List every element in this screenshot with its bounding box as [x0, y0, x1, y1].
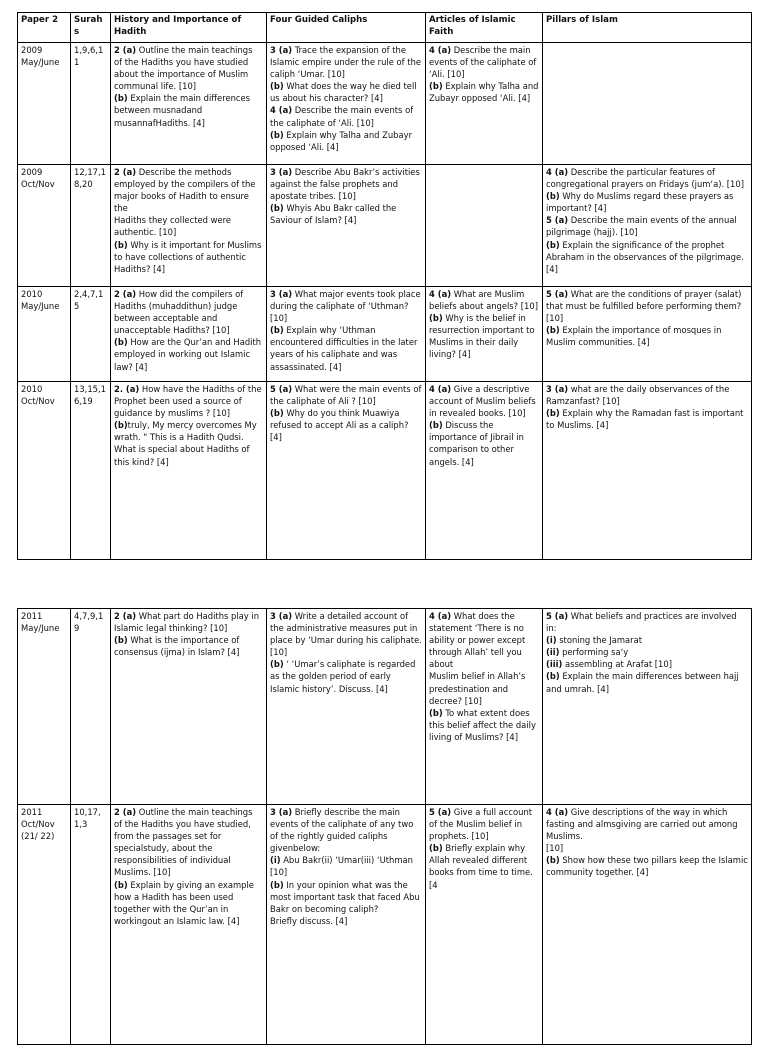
cell-hadith	[111, 43, 267, 165]
cell-faith	[426, 165, 543, 287]
paper-session-label: Oct/Nov	[21, 179, 55, 190]
question-text: 3 (a) Briefly describe the main events of the caliphate of any two of the rightly guided caliphs givenbelow:	[270, 807, 414, 854]
cell-hadith	[111, 609, 267, 805]
question-text: (b) ‘ ‘Umar’s caliphate is regarded as the golden period of early Islamic history’. Discuss. [4]	[270, 659, 416, 694]
cell-faith	[426, 287, 543, 382]
cell-pillars	[543, 287, 752, 382]
question-text: (b) Explain the importance of mosques in Muslim communities. [4]	[546, 325, 722, 348]
paper-session-label: 2010	[21, 384, 43, 394]
question-text: (b) Explain the significance of the prophet Abraham in the observances of the pilgrimage. [4]	[546, 239, 744, 274]
question-text: [10]	[546, 843, 564, 854]
cell-pillars	[543, 609, 752, 805]
question-text: 2 (a) What part do Hadiths play in Islamic legal thinking? [10]	[114, 611, 260, 634]
paper-session-label: (21/ 22)	[21, 831, 55, 842]
question-text: (b) Explain why Talha and Zubayr opposed ‘Ali. [4]	[270, 129, 413, 152]
question-text: (iii) assembling at Arafat [10]	[546, 659, 672, 670]
question-text: 2 (a) Outline the main teachings of the Hadiths you have studied about the importance of Muslim communal life. [10]	[114, 45, 253, 92]
exam-questions-table-1	[17, 12, 752, 560]
cell-caliphs	[267, 805, 426, 1045]
cell-faith	[426, 609, 543, 805]
question-text: (b) In your opinion what was the most important task that faced Abu Bakr on becoming caliph?	[270, 879, 420, 914]
cell-paper	[18, 382, 71, 560]
cell-hadith	[111, 287, 267, 382]
cell-surahs	[71, 287, 111, 382]
question-text: 4 (a) Give descriptions of the way in which fasting and almsgiving are carried out among Muslims.	[546, 807, 738, 842]
question-text: (b) Explain by giving an example how a Hadith has been used together with the Qur’an in workingout an Islamic law. [4]	[114, 879, 254, 926]
question-text: (b) Explain why the Ramadan fast is important to Muslims. [4]	[546, 408, 744, 431]
question-text: (b) What does the way he died tell us about his character? [4]	[270, 81, 417, 104]
paper-session-label: 2011	[21, 611, 43, 621]
cell-hadith	[111, 165, 267, 287]
question-text: (b) Whyis Abu Bakr called the Saviour of Islam? [4]	[270, 203, 397, 226]
paper-session-label: Oct/Nov	[21, 819, 55, 830]
paper-session-label: May/June	[21, 623, 60, 634]
page-gap	[0, 560, 768, 594]
surah-list: 2,4,7,15	[74, 289, 104, 312]
question-text: (b) Show how these two pillars keep the Islamic community together. [4]	[546, 855, 748, 878]
header-faith: Articles of Islamic Faith	[426, 13, 543, 43]
question-text: 2 (a) Describe the methods employed by the compilers of the major books of Hadith to ensure the	[114, 167, 256, 214]
cell-surahs	[71, 805, 111, 1045]
table-row	[18, 609, 752, 805]
question-text: (b) Explain why Talha and Zubayr opposed ‘Ali. [4]	[429, 81, 539, 104]
cell-surahs	[71, 382, 111, 560]
table-row	[18, 382, 752, 560]
header-caliphs: Four Guided Caliphs	[267, 13, 426, 43]
table-row	[18, 287, 752, 382]
cell-surahs	[71, 609, 111, 805]
cell-caliphs	[267, 165, 426, 287]
cell-pillars	[543, 805, 752, 1045]
surah-list: 1,9,6,11	[74, 45, 104, 68]
paper-session-label: 2009	[21, 45, 43, 55]
cell-faith	[426, 382, 543, 560]
cell-paper	[18, 805, 71, 1045]
question-text: 2 (a) How did the compilers of Hadiths (muhaddithun) judge between acceptable and unacceptable Hadiths? [10]	[114, 289, 244, 336]
cell-hadith	[111, 805, 267, 1045]
question-text: (b) To what extent does this belief affect the daily living of Muslims? [4]	[429, 707, 536, 742]
question-text: 3 (a) what are the daily observances of the Ramzanfast? [10]	[546, 384, 730, 407]
question-text: 2 (a) Outline the main teachings of the Hadiths you have studied, from the passages set for specialstudy, about the responsibilities of individual Muslims. [10]	[114, 807, 253, 878]
header-pillars: Pillars of Islam	[543, 13, 752, 43]
cell-faith	[426, 43, 543, 165]
surah-list: 4,7,9,19	[74, 611, 104, 634]
question-text: (b) Why is the belief in resurrection important to Muslims in their daily living? [4]	[429, 313, 535, 360]
header-row	[18, 13, 752, 43]
question-text: Briefly discuss. [4]	[270, 915, 348, 926]
question-text: Hadiths they collected were authentic. [10]	[114, 215, 232, 238]
question-text: 4 (a) What are Muslim beliefs about angels? [10]	[429, 289, 538, 312]
question-text: (b) Explain why ‘Uthman encountered difficulties in the later years of his caliphate and was assassinated. [4]	[270, 325, 418, 372]
cell-caliphs	[267, 287, 426, 382]
cell-caliphs	[267, 382, 426, 560]
header-paper: Paper 2	[18, 13, 71, 43]
page-sheet-2	[0, 594, 768, 1024]
question-text: 3 (a) Trace the expansion of the Islamic empire under the rule of the caliph ‘Umar. [10]	[270, 45, 422, 80]
cell-surahs	[71, 43, 111, 165]
cell-paper	[18, 287, 71, 382]
question-text: 3 (a) Write a detailed account of the administrative measures put in place by ‘Umar during his caliphate. [10]	[270, 611, 422, 658]
paper-session-label: 2009	[21, 167, 43, 177]
surah-list: 10,17,1,3	[74, 807, 101, 830]
question-text: 2. (a) How have the Hadiths of the Prophet been used a source of guidance by muslims ? [10]	[114, 384, 262, 419]
question-text: 5 (a) What were the main events of the caliphate of Ali ? [10]	[270, 384, 422, 407]
question-text: (b) Explain the main differences between musnadand musannafHadiths. [4]	[114, 93, 251, 128]
question-text: 4 (a) Give a descriptive account of Muslim beliefs in revealed books. [10]	[429, 384, 536, 419]
cell-faith	[426, 805, 543, 1045]
table-row	[18, 805, 752, 1045]
paper-session-label: 2011	[21, 807, 43, 817]
cell-paper	[18, 165, 71, 287]
question-text: 5 (a) What beliefs and practices are involved in:	[546, 611, 737, 634]
table-row	[18, 165, 752, 287]
question-text: 5 (a) Describe the main events of the annual pilgrimage (hajj). [10]	[546, 215, 737, 238]
question-text: Muslim belief in Allah’s predestination and decree? [10]	[429, 671, 526, 706]
question-text: (i) Abu Bakr(ii) ‘Umar(iii) ‘Uthman [10]	[270, 855, 413, 878]
question-text: 5 (a) Give a full account of the Muslim belief in prophets. [10]	[429, 807, 533, 842]
cell-paper	[18, 609, 71, 805]
header-hadith: History and Importance of Hadith	[111, 13, 267, 43]
question-text: 4 (a) Describe the main events of the caliphate of ‘Ali. [10]	[429, 45, 537, 80]
exam-questions-table-2	[17, 608, 752, 1045]
question-text: (b) Why is it important for Muslims to have collections of authentic Hadiths? [4]	[114, 239, 262, 274]
question-text: 4 (a) Describe the main events of the caliphate of ‘Ali. [10]	[270, 105, 414, 128]
cell-pillars	[543, 165, 752, 287]
cell-hadith	[111, 382, 267, 560]
cell-surahs	[71, 165, 111, 287]
surah-list: 12,17,18,20	[74, 167, 106, 190]
question-text: 4 (a) Describe the particular features of congregational prayers on Fridays (jum‘a). [10]	[546, 167, 744, 190]
question-text: (b) What is the importance of consensus (ijma) in Islam? [4]	[114, 635, 240, 658]
cell-pillars	[543, 43, 752, 165]
question-text: (b)truly, My mercy overcomes My wrath. " This is a Hadith Qudsi. What is special about Hadiths of this kind? [4]	[114, 420, 257, 467]
question-text: (b) How are the Qur’an and Hadith employed in working out Islamic law? [4]	[114, 337, 262, 372]
surah-list: 13,15,16,19	[74, 384, 106, 407]
header-surahs: Surahs	[71, 13, 111, 43]
question-text: (ii) performing sa‘y	[546, 647, 629, 658]
cell-pillars	[543, 382, 752, 560]
question-text: (i) stoning the Jamarat	[546, 635, 643, 646]
question-text: (b) Why do you think Muawiya refused to accept Ali as a caliph? [4]	[270, 408, 409, 443]
cell-caliphs	[267, 43, 426, 165]
paper-session-label: Oct/Nov	[21, 396, 55, 407]
cell-caliphs	[267, 609, 426, 805]
question-text: 3 (a) Describe Abu Bakr’s activities against the false prophets and apostate tribes. [10]	[270, 167, 420, 202]
question-text: 4 (a) What does the statement ‘There is no ability or power except through Allah’ tell you about	[429, 611, 526, 670]
question-text: (b) Explain the main differences between hajj and umrah. [4]	[546, 671, 739, 694]
paper-session-label: May/June	[21, 301, 60, 312]
question-text: 3 (a) What major events took place during the caliphate of ‘Uthman? [10]	[270, 289, 421, 324]
question-text: (b) Discuss the importance of Jibrail in comparison to other angels. [4]	[429, 420, 524, 467]
cell-paper	[18, 43, 71, 165]
question-text: (b) Why do Muslims regard these prayers as important? [4]	[546, 191, 734, 214]
paper-session-label: May/June	[21, 57, 60, 68]
question-text: 5 (a) What are the conditions of prayer (salat) that must be fulfilled before performing them? [10]	[546, 289, 742, 324]
paper-session-label: 2010	[21, 289, 43, 299]
table-row	[18, 43, 752, 165]
question-text: (b) Briefly explain why Allah revealed different books from time to time. [4	[429, 843, 533, 890]
